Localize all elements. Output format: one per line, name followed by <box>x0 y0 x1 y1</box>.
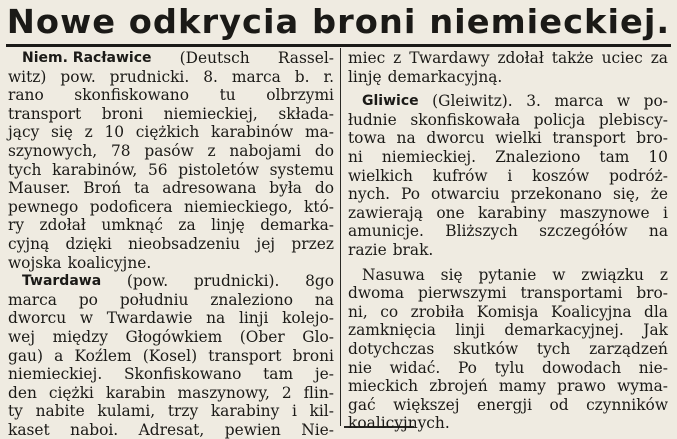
text-line: gau) a Koźlem (Kosel) transport broni <box>8 346 334 365</box>
text-line: zamknięcia linji demarkacyjnej. Jak <box>348 321 668 340</box>
text-line: tych karabinów, 56 pistoletów systemu <box>8 160 334 179</box>
text-line: witz) pow. prudnicki. 8. marca b. r. <box>8 67 334 86</box>
text-line: Nasuwa się pytanie w związku z <box>362 265 668 284</box>
text-line: mieckich zbrojeń mamy prawo wyma- <box>348 377 668 396</box>
text-line: dotychczas skutków tych zarządzeń <box>348 339 668 358</box>
text-line: niemieckiej. Skonfiskowano tam je- <box>8 365 334 384</box>
text-line: dworcu w Twardawie na linji kolejo- <box>8 309 334 328</box>
text-line: gać większej energji od czynników <box>348 395 668 414</box>
text-line: ni, co zrobiła Komisja Koalicyjna dla <box>348 302 668 321</box>
text-line: jący się z 10 ciężkich karabinów ma- <box>8 123 334 142</box>
text-line: ty nabite kulami, trzy karabiny i kil- <box>8 402 334 421</box>
text-line: wielkich kufrów i koszów podróż- <box>348 166 668 185</box>
text-line: ry zdołał umknąć za linję demarka- <box>8 216 334 235</box>
text-line: Mauser. Broń ta adresowana była do <box>8 179 334 198</box>
text-line: kaset naboi. Adresat, pewien Nie- <box>8 420 334 439</box>
text-line: towa na dworcu wielki transport bro- <box>348 129 668 148</box>
text-line: miec z Twardawy zdołał także uciec za <box>348 49 668 67</box>
text-line: nych. Po otwarciu przekonano się, że <box>348 185 668 204</box>
headline: Nowe odkrycia broni niemieckiej. <box>6 2 671 41</box>
text-line: wojska koalicyjne. <box>8 253 152 272</box>
paragraph-twardawa-continued <box>348 49 668 86</box>
text-line: den ciężki karabin maszynowy, 2 flin- <box>8 383 334 402</box>
paragraph-gliwice <box>348 92 668 259</box>
text-line: ni niemieckiej. Znaleziono tam 10 <box>348 147 668 166</box>
text-line: łudnie skonfiskowała policja plebiscy- <box>348 110 668 129</box>
text-line: amunicje. Bliższych szczegółów na <box>348 222 668 241</box>
left-column <box>8 49 334 439</box>
text-line: dwoma pierwszymi transportami bro- <box>348 284 668 303</box>
paragraph-raclawice <box>8 49 334 272</box>
text-line: razie brak. <box>348 240 434 259</box>
text-line: Twardawa (pow. prudnicki). 8go <box>22 272 334 291</box>
paragraph-twardawa <box>8 272 334 439</box>
text-line: Niem. Racławice (Deutsch Rassel- <box>22 49 334 67</box>
text-line: rano skonfiskowano tu olbrzymi <box>8 86 334 105</box>
column-divider <box>340 48 341 426</box>
text-line: marca po południu znaleziono na <box>8 290 334 309</box>
text-line: pewnego podoficera niemieckiego, któ- <box>8 197 334 216</box>
text-line: linję demarkacyjną. <box>348 67 503 86</box>
paragraph-commentary <box>348 266 668 433</box>
text-line: zawierają one karabiny maszynowe i <box>348 203 668 222</box>
text-line: Gliwice (Gleiwitz). 3. marca w po- <box>362 92 668 111</box>
text-line: wej między Głogówkiem (Ober Glo- <box>8 327 334 346</box>
text-line: nie widać. Po tylu dowodach nie- <box>348 358 668 377</box>
text-line: cyjną dzięki nieobsadzeniu jej przez <box>8 234 334 253</box>
text-line: transport broni niemieckiej, składa- <box>8 104 334 123</box>
right-column <box>348 49 668 433</box>
headline-rule <box>6 44 671 47</box>
text-line: szynowych, 78 pasów z nabojami do <box>8 141 334 160</box>
text-line: koalicyjnych. <box>348 414 450 433</box>
